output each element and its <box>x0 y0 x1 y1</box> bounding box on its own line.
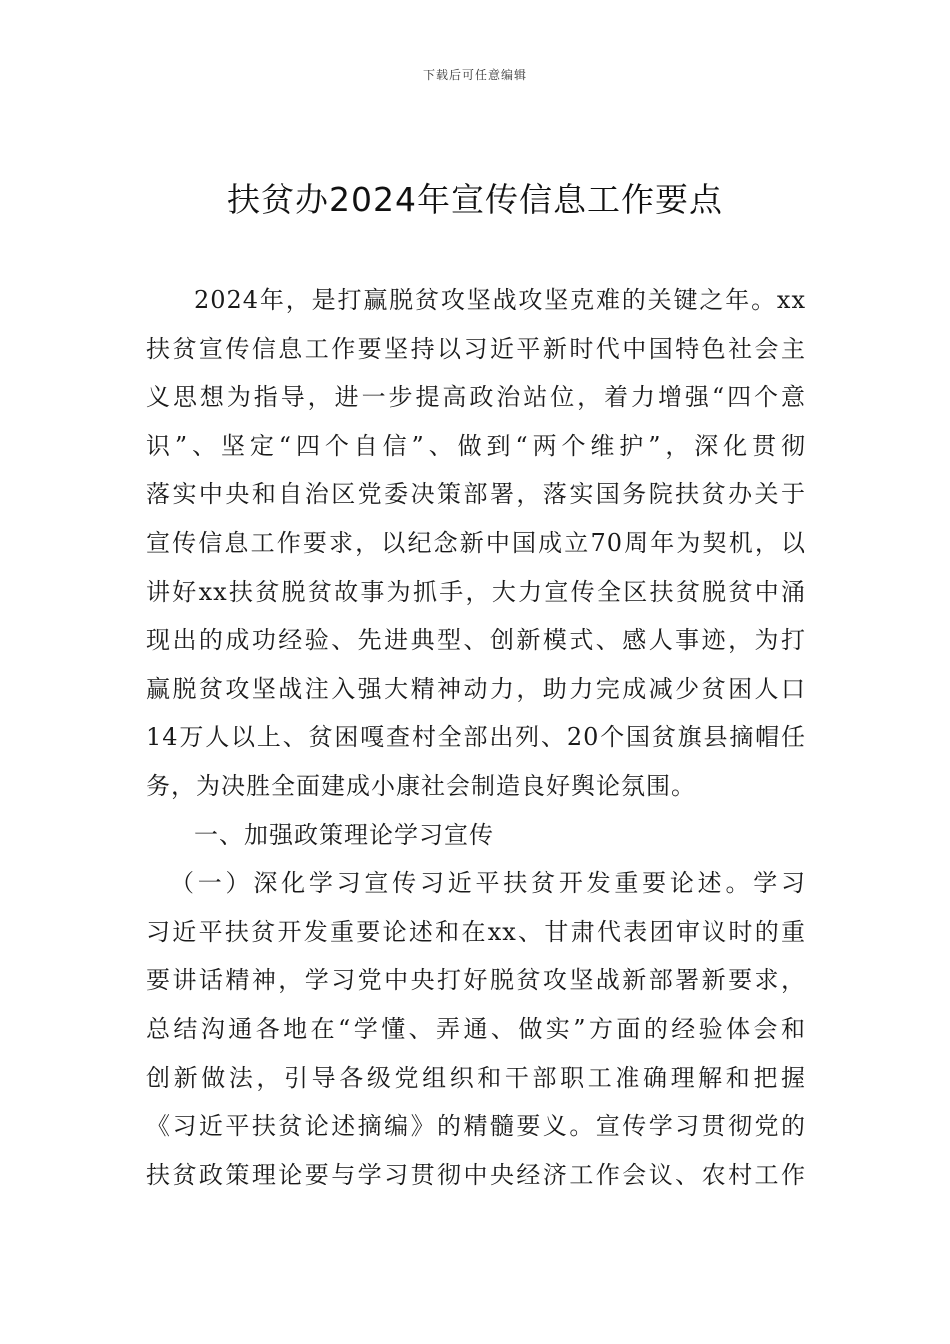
body-line: 《习近平扶贫论述摘编》的精髓要义。宣传学习贯彻党的 <box>146 1112 806 1141</box>
body-line: 落实中央和自治区党委决策部署，落实国务院扶贫办关于 <box>146 480 806 509</box>
header-note: 下载后可任意编辑 <box>422 68 527 82</box>
body-line: 创新做法，引导各级党组织和干部职工准确理解和把握 <box>146 1063 806 1092</box>
section-heading: 一、加强政策理论学习宣传 <box>194 820 494 849</box>
body-line: 扶贫政策理论要与学习贯彻中央经济工作会议、农村工作 <box>146 1160 806 1189</box>
body-line: 要讲话精神，学习党中央打好脱贫攻坚战新部署新要求， <box>146 966 806 995</box>
body-line: 义思想为指导，进一步提高政治站位，着力增强“四个意 <box>146 383 806 412</box>
body-line: 宣传信息工作要求，以纪念新中国成立70周年为契机，以 <box>146 528 806 557</box>
body-line: 务，为决胜全面建成小康社会制造良好舆论氛围。 <box>146 771 696 800</box>
body-line: 习近平扶贫开发重要论述和在xx、甘肃代表团审议时的重 <box>146 917 806 946</box>
body-line: 14万人以上、贫困嘎查村全部出列、20个国贫旗县摘帽任 <box>146 723 806 752</box>
document-title: 扶贫办2024年宣传信息工作要点 <box>227 180 723 219</box>
body-line: 现出的成功经验、先进典型、创新模式、感人事迹，为打 <box>146 626 806 655</box>
body-line: 赢脱贫攻坚战注入强大精神动力，助力完成减少贫困人口 <box>146 674 806 703</box>
body-line: 扶贫宣传信息工作要坚持以习近平新时代中国特色社会主 <box>146 334 806 363</box>
document-body <box>146 276 806 1199</box>
body-line: 2024年，是打赢脱贫攻坚战攻坚克难的关键之年。xx <box>194 286 806 314</box>
body-line: 总结沟通各地在“学懂、弄通、做实”方面的经验体会和 <box>146 1014 806 1043</box>
body-line: 识”、坚定“四个自信”、做到“两个维护”，深化贯彻 <box>146 431 806 460</box>
body-line: 讲好xx扶贫脱贫故事为抓手，大力宣传全区扶贫脱贫中涌 <box>146 577 806 606</box>
body-line: （一）深化学习宣传习近平扶贫开发重要论述。学习 <box>170 869 806 898</box>
